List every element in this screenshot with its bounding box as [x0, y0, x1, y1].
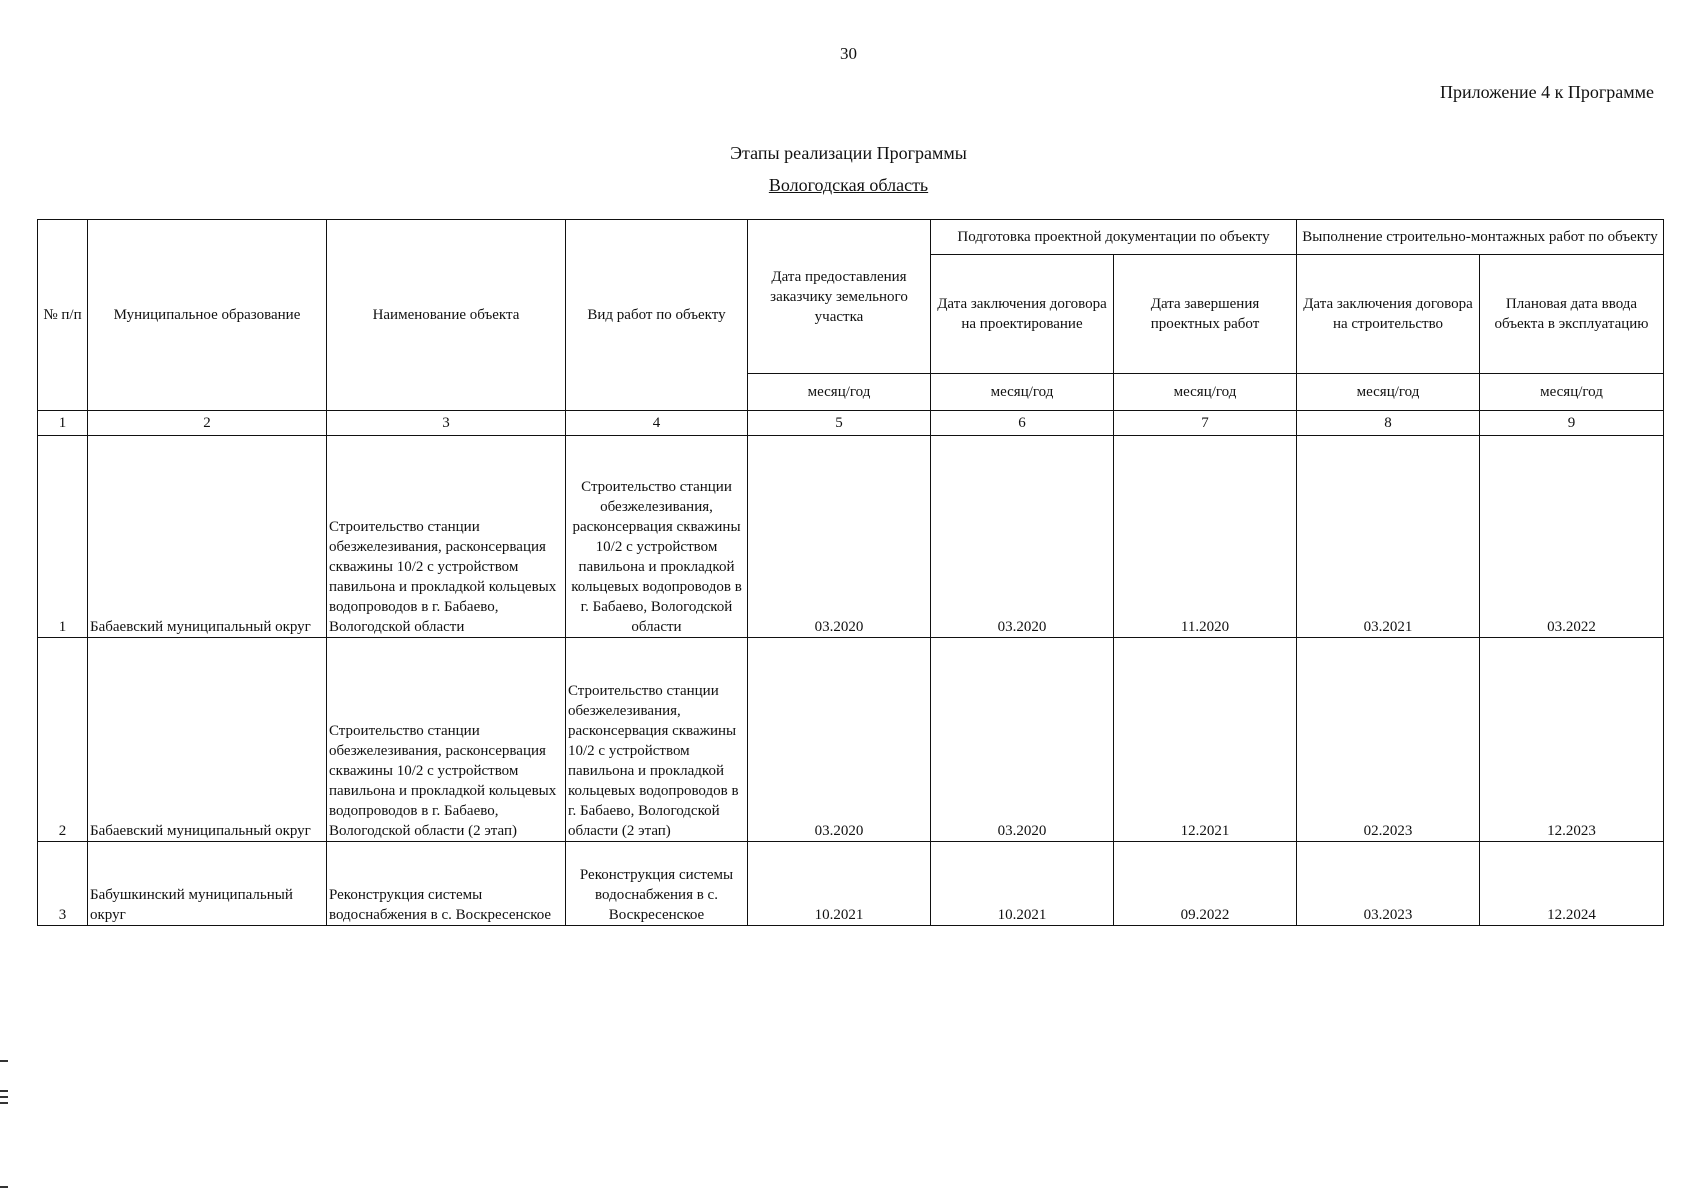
- region-subtitle: [0, 175, 1697, 196]
- unit-design-contract: месяц/год: [931, 374, 1114, 411]
- row-work-type: Строительство станции обезжелезивания, расконсервация скважины 10/2 с устройством павильона и прокладкой кольцевых водопроводов в г. Бабаево, Вологодской области (2 этап): [566, 638, 748, 842]
- header-design-contract: Дата заключения договора на проектирование: [931, 255, 1114, 374]
- header-design-completion: Дата завершения проектных работ: [1114, 255, 1297, 374]
- row-commissioning: 03.2022: [1480, 436, 1664, 638]
- row-design-contract: 10.2021: [931, 842, 1114, 926]
- unit-design-completion: месяц/год: [1114, 374, 1297, 411]
- row-land-date: 03.2020: [748, 436, 931, 638]
- column-number: 8: [1297, 411, 1480, 436]
- table-row: [38, 436, 1664, 638]
- column-number: 2: [88, 411, 327, 436]
- row-num: 3: [38, 842, 88, 926]
- row-commissioning: 12.2023: [1480, 638, 1664, 842]
- row-num: 1: [38, 436, 88, 638]
- row-land-date: 03.2020: [748, 638, 931, 842]
- header-work-type: Вид работ по объекту: [566, 220, 748, 411]
- header-num: № п/п: [38, 220, 88, 411]
- row-municipality: Бабушкинский муниципальный округ: [88, 842, 327, 926]
- scan-edge-marks: [0, 1060, 10, 1190]
- row-construction-contract: 02.2023: [1297, 638, 1480, 842]
- document-title: Этапы реализации Программы: [730, 143, 967, 163]
- row-object-name: Строительство станции обезжелезивания, расконсервация скважины 10/2 с устройством павильона и прокладкой кольцевых водопроводов в г. Бабаево, Вологодской области (2 этап): [327, 638, 566, 842]
- row-object-name: Реконструкция системы водоснабжения в с. Воскресенское: [327, 842, 566, 926]
- column-number-row: [38, 411, 1664, 436]
- row-construction-contract: 03.2023: [1297, 842, 1480, 926]
- appendix-label: Приложение 4 к Программе: [1440, 82, 1654, 102]
- header-construction-contract: Дата заключения договора на строительство: [1297, 255, 1480, 374]
- row-municipality: Бабаевский муниципальный округ: [88, 638, 327, 842]
- row-design-completion: 09.2022: [1114, 842, 1297, 926]
- unit-construction-contract: месяц/год: [1297, 374, 1480, 411]
- row-work-type: Реконструкция системы водоснабжения в с. Воскресенское: [566, 842, 748, 926]
- table-row: [38, 638, 1664, 842]
- program-stages-table: [37, 219, 1664, 926]
- column-number: 3: [327, 411, 566, 436]
- row-work-type: Строительство станции обезжелезивания, расконсервация скважины 10/2 с устройством павильона и прокладкой кольцевых водопроводов в г. Бабаево, Вологодской области: [566, 436, 748, 638]
- row-design-contract: 03.2020: [931, 436, 1114, 638]
- table-row: [38, 842, 1664, 926]
- row-municipality: Бабаевский муниципальный округ: [88, 436, 327, 638]
- header-object-name: Наименование объекта: [327, 220, 566, 411]
- header-land-date: Дата предоставления заказчику земельного участка: [748, 220, 931, 374]
- row-design-contract: 03.2020: [931, 638, 1114, 842]
- page-number: 30: [840, 44, 857, 63]
- column-number: 7: [1114, 411, 1297, 436]
- column-number: 1: [38, 411, 88, 436]
- row-construction-contract: 03.2021: [1297, 436, 1480, 638]
- row-design-completion: 11.2020: [1114, 436, 1297, 638]
- column-number: 6: [931, 411, 1114, 436]
- column-number: 4: [566, 411, 748, 436]
- row-commissioning: 12.2024: [1480, 842, 1664, 926]
- header-commissioning: Плановая дата ввода объекта в эксплуатацию: [1480, 255, 1664, 374]
- unit-commissioning: месяц/год: [1480, 374, 1664, 411]
- column-number: 5: [748, 411, 931, 436]
- row-land-date: 10.2021: [748, 842, 931, 926]
- row-object-name: Строительство станции обезжелезивания, расконсервация скважины 10/2 с устройством павильона и прокладкой кольцевых водопроводов в г. Бабаево, Вологодской области: [327, 436, 566, 638]
- header-design-group: Подготовка проектной документации по объекту: [931, 220, 1297, 255]
- row-design-completion: 12.2021: [1114, 638, 1297, 842]
- header-municipality: Муниципальное образование: [88, 220, 327, 411]
- unit-land-date: месяц/год: [748, 374, 931, 411]
- header-construction-group: Выполнение строительно-монтажных работ по объекту: [1297, 220, 1664, 255]
- region-name: Вологодская область: [768, 175, 929, 195]
- row-num: 2: [38, 638, 88, 842]
- column-number: 9: [1480, 411, 1664, 436]
